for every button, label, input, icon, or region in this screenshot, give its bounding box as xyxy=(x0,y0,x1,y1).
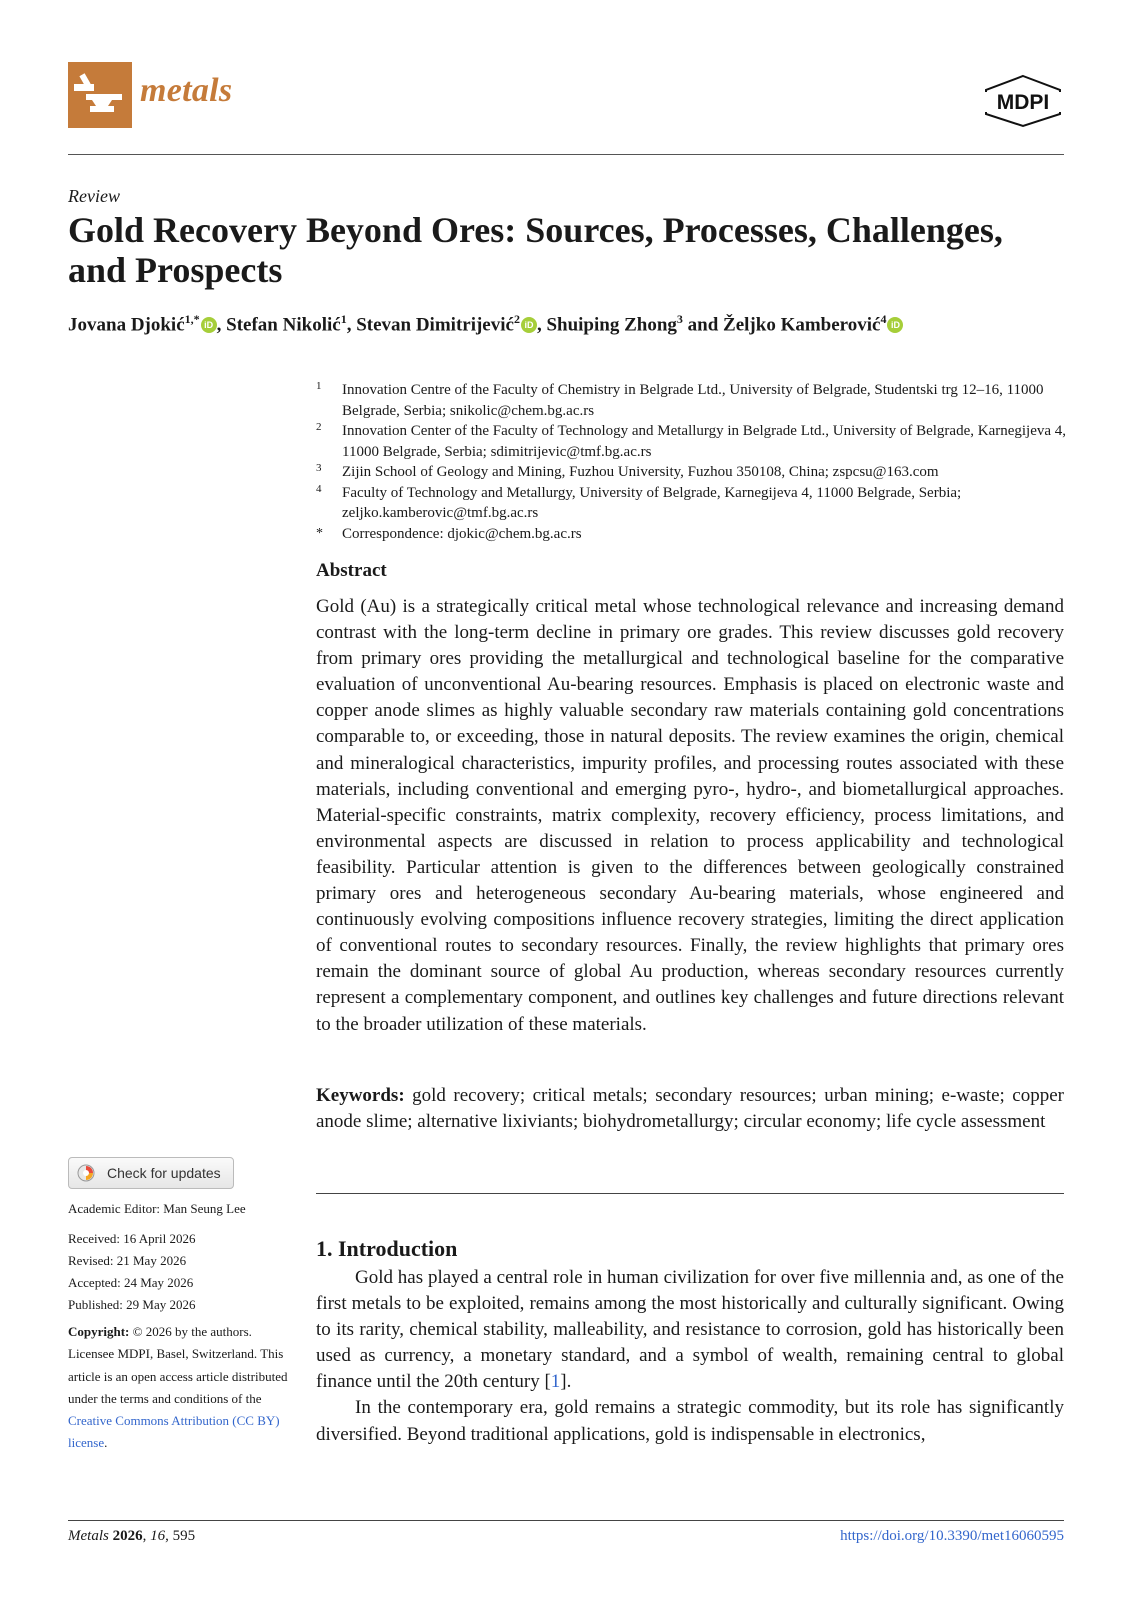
affiliation-text: Zijin School of Geology and Mining, Fuzhou University, Fuzhou 350108, China; zspcsu@163.com xyxy=(342,464,939,480)
header-divider xyxy=(68,154,1064,155)
affiliation-number: 3 xyxy=(316,462,322,474)
citation-link[interactable]: 1 xyxy=(550,1371,561,1393)
affiliation-number: 4 xyxy=(316,482,322,495)
citation-info: Metals 2026, 16, 595 xyxy=(68,1528,196,1544)
copyright-notice: Copyright: © 2026 by the authors. Licensee MDPI, Basel, Switzerland. This article is an open access article distributed under the terms and conditions of the Creative Commons Attribution (CC BY) license. xyxy=(68,1324,288,1451)
update-badge-icon xyxy=(77,1164,95,1182)
orcid-icon[interactable]: iD xyxy=(887,317,903,333)
journal-name: metals xyxy=(140,72,233,109)
academic-editor: Academic Editor: Man Seung Lee xyxy=(68,1201,246,1216)
doi-link[interactable]: https://doi.org/10.3390/met16060595 xyxy=(840,1528,1064,1544)
mdpi-text: MDPI xyxy=(996,91,1050,114)
keywords-text: gold recovery; critical metals; secondary resources; urban mining; e-waste; copper anode slime; alternative lixiviants; biohydrometallurgy; circular economy; life cycle assessment xyxy=(316,1085,1064,1132)
affiliation-number: 1 xyxy=(316,380,322,392)
author-name: Jovana Djokić xyxy=(68,314,185,336)
orcid-icon[interactable]: iD xyxy=(201,317,217,333)
author-affiliation-marker: 3 xyxy=(676,312,683,326)
introduction-heading: 1. Introduction xyxy=(316,1236,458,1261)
affiliation-item xyxy=(316,524,1076,545)
author-affiliation-marker: 2 xyxy=(513,312,520,326)
affiliation-item xyxy=(316,380,1076,421)
affiliation-item xyxy=(316,483,1076,524)
affiliation-text: Correspondence: djokic@chem.bg.ac.rs xyxy=(342,525,582,542)
introduction-body xyxy=(316,1265,1064,1448)
article-type: Review xyxy=(68,186,120,206)
affiliation-text: Innovation Center of the Faculty of Technology and Metallurgy in Belgrade Ltd., University of Belgrade, Karnegijeva 4, 11000 Belgrade, Serbia; sdimitrijevic@tmf.bg.ac.rs xyxy=(342,423,1067,460)
license-link[interactable]: Creative Commons Attribution (CC BY) license xyxy=(68,1413,280,1451)
introduction-paragraph-1: Gold has played a central role in human civilization for over five millennia and, as one of the first metals to be exploited, remains among the most historically and culturally significant. Owing to its rarity, chemical stability, malleability, and resistance to corrosion, gold has historically been used as currency, a monetary standard, and a symbol of wealth, remaining central to global finance until the 20th century [1]. xyxy=(316,1267,1064,1393)
accepted-date: Accepted: 24 May 2026 xyxy=(68,1275,194,1290)
affiliation-number: 2 xyxy=(316,421,322,433)
check-for-updates-label: Check for updates xyxy=(107,1165,221,1181)
abstract-text: Gold (Au) is a strategically critical metal whose technological relevance and increasing demand contrast with the long-term decline in primary ore grades. This review discusses gold recovery from primary ores providing the metallurgical and technological baseline for the comparative evaluation of unconventional Au-bearing resources. Emphasis is placed on electronic waste and copper anode slimes as highly valuable secondary raw materials containing gold concentrations comparable to, or exceeding, those in natural deposits. The review examines the origin, chemical and mineralogical characteristics, impurity profiles, and processing routes associated with these materials, including conventional and emerging pyro-, hydro-, and biometallurgical approaches. Material-specific constraints, matrix complexity, recovery efficiency, process limitations, and environmental aspects are discussed in relation to process applicability and technological feasibility. Particular attention is given to the differences between geologically constrained primary ores and heterogeneous secondary Au-bearing materials, whose engineered and continuously evolving compositions influence recovery strategies, limiting the direct application of conventional routes to secondary resources. Finally, the review highlights that primary ores remain the dominant source of global Au production, whereas secondary resources currently represent a complementary component, and outlines key challenges and future directions relevant to the broader utilization of these materials. xyxy=(316,596,1064,1035)
author-affiliation-marker: 1 xyxy=(340,312,347,326)
published-date: Published: 29 May 2026 xyxy=(68,1297,196,1312)
mdpi-logo xyxy=(982,74,1064,128)
article-title: Gold Recovery Beyond Ores: Sources, Processes, Challenges, and Prospects xyxy=(68,210,1003,290)
introduction-paragraph-2: In the contemporary era, gold remains a strategic commodity, but its role has significantly diversified. Beyond traditional applications, gold is indispensable in electronics, xyxy=(316,1397,1064,1445)
affiliation-number: * xyxy=(316,525,323,541)
keywords-label: Keywords: xyxy=(316,1085,405,1106)
revised-date: Revised: 21 May 2026 xyxy=(68,1253,187,1268)
abstract-heading: Abstract xyxy=(316,560,387,581)
affiliation-text: Innovation Centre of the Faculty of Chemistry in Belgrade Ltd., University of Belgrade, Studentski trg 12–16, 11000 Belgrade, Serbia; snikolic@chem.bg.ac.rs xyxy=(342,382,1044,419)
author-name: Shuiping Zhong xyxy=(546,314,677,336)
keywords xyxy=(316,1083,1064,1135)
check-for-updates-button[interactable] xyxy=(68,1157,234,1189)
author-affiliation-marker: 1,* xyxy=(184,312,200,326)
author-name: Stefan Nikolić xyxy=(226,314,341,336)
author-affiliation-marker: 4 xyxy=(880,312,887,326)
section-divider xyxy=(316,1193,1064,1194)
journal-logo xyxy=(68,62,132,128)
author-name: Željko Kamberović xyxy=(723,314,881,336)
anvil-icon xyxy=(68,62,132,128)
affiliations xyxy=(316,380,1076,544)
author-name: Stevan Dimitrijević xyxy=(356,314,514,336)
received-date: Received: 16 April 2026 xyxy=(68,1231,196,1246)
affiliation-item xyxy=(316,421,1076,462)
orcid-icon[interactable]: iD xyxy=(521,317,537,333)
author-list: Jovana Djokić$^{1,*}$ iD , Stefan Nikolić$^1$, Stevan Dimitrijević$^2$ iD , Shuiping Zhong$^3$ and Željko Kamberović$^4$ iD xyxy=(68,312,1068,336)
footer-divider xyxy=(68,1520,1064,1521)
affiliation-text: Faculty of Technology and Metallurgy, University of Belgrade, Karnegijeva 4, 11000 Belgrade, Serbia; zeljko.kamberovic@tmf.bg.ac.rs xyxy=(342,484,962,521)
affiliation-item xyxy=(316,462,1076,483)
